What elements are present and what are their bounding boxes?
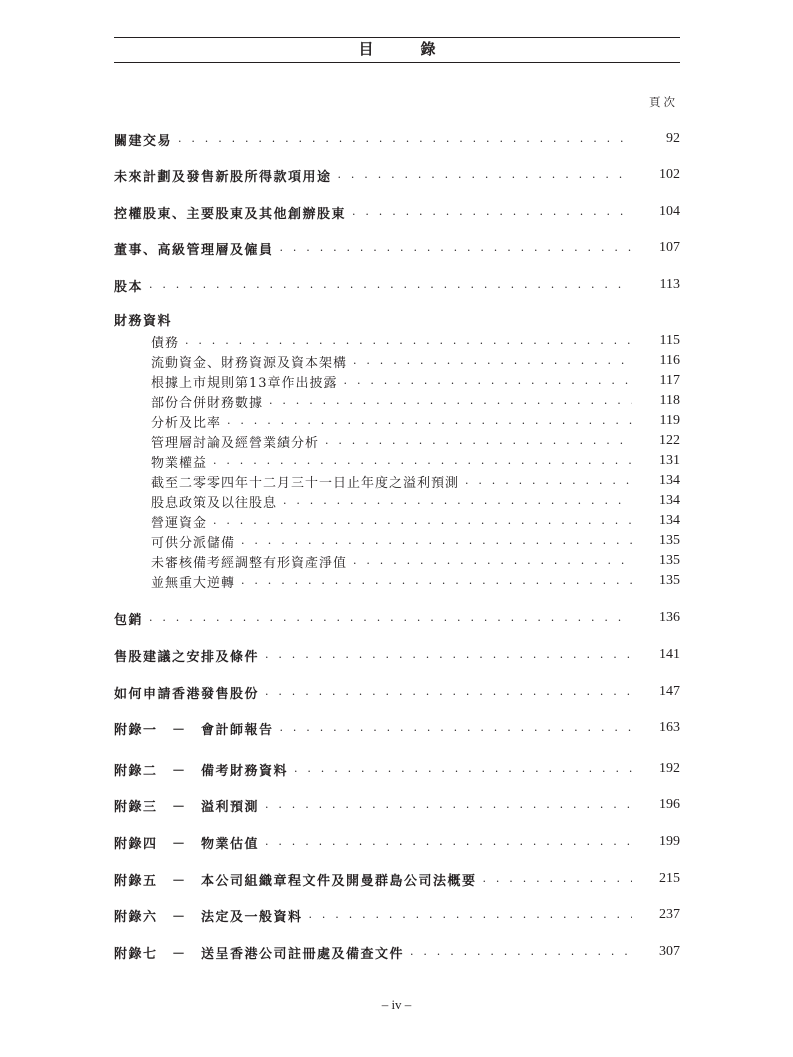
toc-entry-page: 113 — [659, 277, 680, 292]
dot-leader — [178, 130, 632, 148]
toc-subentry-label: 債務 — [151, 335, 180, 351]
dot-leader — [269, 392, 632, 410]
page-title: 目 錄 — [358, 40, 452, 58]
dot-leader — [265, 833, 632, 851]
dot-leader — [213, 512, 632, 530]
toc-subentry-label: 流動資金、財務資源及資本架構 — [151, 355, 348, 371]
toc-entry-page: 141 — [659, 647, 680, 662]
toc-entry-label: 附錄五 － 本公司組織章程文件及開曼群島公司法概要 — [114, 873, 477, 889]
dot-leader — [185, 332, 632, 350]
toc-subentry-page: 119 — [659, 413, 680, 428]
toc-subentry[interactable] — [151, 372, 680, 390]
toc-subentry-label: 未審核備考經調整有形資產淨值 — [151, 555, 348, 571]
toc-entry[interactable] — [114, 796, 680, 814]
dot-leader — [283, 492, 632, 510]
toc-subentry[interactable] — [151, 392, 680, 410]
toc-subentry-label: 可供分派儲備 — [151, 535, 236, 551]
toc-entry-label: 附錄七 － 送呈香港公司註冊處及備查文件 — [114, 946, 405, 962]
toc-entry-label: 股本 — [114, 279, 144, 295]
toc-subentry[interactable] — [151, 512, 680, 530]
toc-subentry[interactable] — [151, 532, 680, 550]
dot-leader — [309, 906, 632, 924]
toc-entry-page: 307 — [659, 944, 680, 959]
toc-entry-page: 196 — [659, 797, 680, 812]
toc-subentry[interactable] — [151, 492, 680, 510]
toc-entry-label: 如何申請香港發售股份 — [114, 686, 260, 702]
toc-subentry-page: 131 — [659, 453, 680, 468]
dot-leader — [338, 166, 632, 184]
dot-leader — [352, 203, 632, 221]
toc-subentry-label: 管理層討論及經營業績分析 — [151, 435, 320, 451]
dot-leader — [325, 432, 632, 450]
toc-entry-label: 附錄六 － 法定及一般資料 — [114, 909, 303, 925]
toc-entry[interactable] — [114, 166, 680, 184]
toc-entry-label: 附錄三 － 溢利預測 — [114, 799, 260, 815]
toc-subentry-label: 分析及比率 — [151, 415, 222, 431]
dot-leader — [344, 372, 632, 390]
toc-entry[interactable] — [114, 609, 680, 627]
toc-subentry-label: 並無重大逆轉 — [151, 575, 236, 591]
toc-entry-label: 附錄二 － 備考財務資料 — [114, 763, 289, 779]
dot-leader — [213, 452, 632, 470]
toc-subentry[interactable] — [151, 572, 680, 590]
toc-entry[interactable] — [114, 130, 680, 148]
dot-leader — [227, 412, 632, 430]
toc-entry-label: 未來計劃及發售新股所得款項用途 — [114, 169, 332, 185]
toc-subentry-label: 物業權益 — [151, 455, 208, 471]
toc-entry-page: 136 — [659, 610, 680, 625]
toc-entry-page: 192 — [659, 761, 680, 776]
dot-leader — [149, 609, 632, 627]
toc-entry-page: 107 — [659, 240, 680, 255]
toc-subentry-label: 部份合併財務數據 — [151, 395, 264, 411]
toc-subentry-page: 134 — [659, 493, 680, 508]
toc-subentry-label: 根據上市規則第13章作出披露 — [151, 375, 338, 391]
page-number-footer: – iv – — [381, 997, 412, 1012]
toc-subentry-label: 截至二零零四年十二月三十一日止年度之溢利預測 — [151, 475, 460, 491]
toc-entry-page: 199 — [659, 834, 680, 849]
toc-entry-page: 147 — [659, 684, 680, 699]
toc-subentry[interactable] — [151, 412, 680, 430]
dot-leader — [265, 683, 632, 701]
dot-leader — [410, 943, 632, 961]
toc-subentry-page: 115 — [659, 333, 680, 348]
toc-entry-label: 附錄一 － 會計師報告 — [114, 722, 274, 738]
toc-entry-page: 104 — [659, 204, 680, 219]
toc-entry-label: 包銷 — [114, 612, 144, 628]
toc-entry-label: 附錄四 － 物業估值 — [114, 836, 260, 852]
toc-entry[interactable] — [114, 276, 680, 294]
toc-subentry-page: 118 — [659, 393, 680, 408]
toc-entry[interactable] — [114, 683, 680, 701]
toc-entry[interactable] — [114, 646, 680, 664]
toc-subentry[interactable] — [151, 472, 680, 490]
toc-entry[interactable] — [114, 833, 680, 851]
page-column-header: 頁次 — [649, 95, 678, 109]
toc-subentry-page: 134 — [659, 473, 680, 488]
toc-subentry[interactable] — [151, 352, 680, 370]
dot-leader — [280, 719, 632, 737]
toc-subentry-page: 122 — [659, 433, 680, 448]
toc-entry[interactable] — [114, 239, 680, 257]
toc-entry[interactable] — [114, 906, 680, 924]
toc-subentry-label: 股息政策及以往股息 — [151, 495, 278, 511]
toc-entry[interactable] — [114, 760, 680, 778]
toc-entry-page: 237 — [659, 907, 680, 922]
toc-entry-label: 控權股東、主要股東及其他創辦股東 — [114, 206, 347, 222]
dot-leader — [241, 572, 632, 590]
dot-leader — [353, 552, 632, 570]
toc-entry[interactable] — [114, 719, 680, 737]
dot-leader — [483, 870, 632, 888]
toc-subentry-page: 117 — [659, 373, 680, 388]
toc-entry-label: 售股建議之安排及條件 — [114, 649, 260, 665]
dot-leader — [265, 796, 632, 814]
toc-subentry-page: 135 — [659, 573, 680, 588]
toc-entry[interactable] — [114, 943, 680, 961]
dot-leader — [241, 532, 632, 550]
toc-subentry-page: 135 — [659, 533, 680, 548]
toc-entry-page: 163 — [659, 720, 680, 735]
toc-entry-label: 關建交易 — [114, 133, 173, 149]
financial-section-heading: 財務資料 — [114, 314, 173, 329]
toc-subentry[interactable] — [151, 552, 680, 570]
toc-entry-page: 92 — [666, 131, 680, 146]
toc-subentry-page: 116 — [659, 353, 680, 368]
toc-subentry[interactable] — [151, 332, 680, 350]
dot-leader — [280, 239, 632, 257]
toc-subentry[interactable] — [151, 432, 680, 450]
toc-entry[interactable] — [114, 203, 680, 221]
toc-entry-label: 董事、高級管理層及僱員 — [114, 242, 274, 258]
toc-entry[interactable] — [114, 870, 680, 888]
dot-leader — [149, 276, 632, 294]
dot-leader — [265, 646, 632, 664]
title-bottom-rule — [114, 62, 680, 63]
dot-leader — [294, 760, 632, 778]
toc-entry-page: 215 — [659, 871, 680, 886]
toc-entry-page: 102 — [659, 167, 680, 182]
dot-leader — [353, 352, 632, 370]
dot-leader — [465, 472, 632, 490]
toc-subentry-page: 134 — [659, 513, 680, 528]
toc-subentry-label: 營運資金 — [151, 515, 208, 531]
toc-subentry-page: 135 — [659, 553, 680, 568]
toc-subentry[interactable] — [151, 452, 680, 470]
